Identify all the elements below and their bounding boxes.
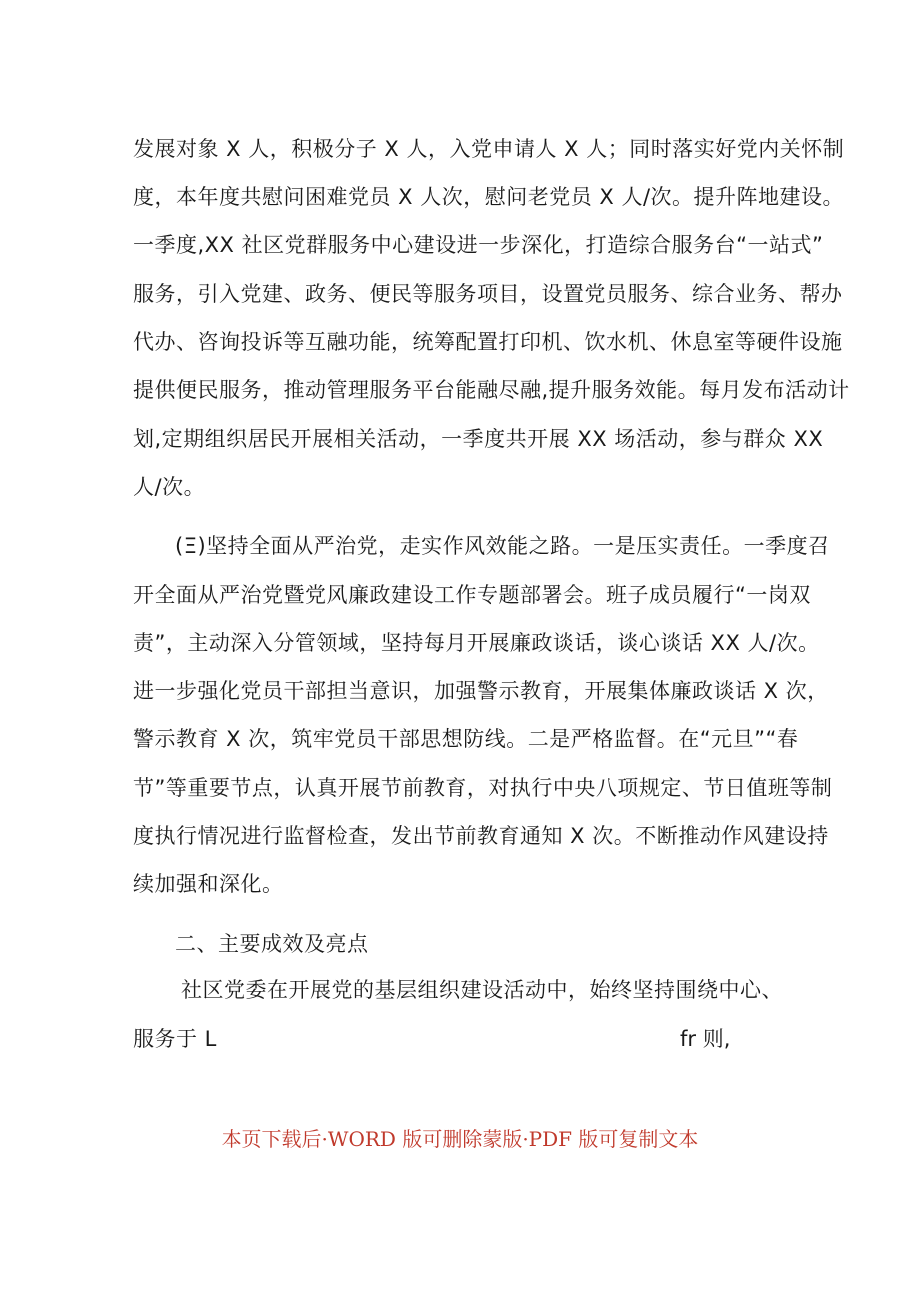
section-heading: 二、主要成效及亮点 [175,932,369,956]
paragraph-1-line-1: 发展对象 X 人，积极分子 X 人，入党申请人 X 人；同时落实好党内关怀制 [133,137,845,161]
paragraph-3-line-2: 服务于 L [133,1027,217,1051]
paragraph-1-line-2: 度，本年度共慰问困难党员 X 人次，慰问老党员 X 人/次。提升阵地建设。 [133,185,845,209]
paragraph-2-line-3: 责”，主动深入分管领域，坚持每月开展廉政谈话，谈心谈话 XX 人/次。 [133,631,820,655]
paragraph-1-line-4: 服务，引入党建、政务、便民等服务项目，设置党员服务、综合业务、帮办 [133,282,843,306]
download-notice-banner: 本页下载后·WORD 版可删除蒙版·PDF 版可复制文本 [221,1127,699,1151]
paragraph-2-line-2: 开全面从严治党暨党风廉政建设工作专题部署会。班子成员履行“一岗双 [133,583,811,607]
paragraph-2-line-1: (Ξ)坚持全面从严治党，走实作风效能之路。一是压实责任。一季度召 [175,534,830,558]
paragraph-2-line-7: 度执行情况进行监督检查，发出节前教育通知 X 次。不断推动作风建设持 [133,824,829,848]
paragraph-2-line-6: 节”等重要节点，认真开展节前教育，对执行中央八项规定、节日值班等制 [133,776,833,800]
paragraph-3-line-1: 社区党委在开展党的基层组织建设活动中，始终坚持围绕中心、 [181,978,783,1002]
paragraph-3-fragment-right: fr 则, [680,1027,731,1051]
paragraph-2-line-8: 续加强和深化。 [133,872,284,896]
paragraph-1-line-5: 代办、咨询投诉等互融功能，统筹配置打印机、饮水机、休息室等硬件设施 [133,330,843,354]
paragraph-1-line-8: 人/次。 [133,475,206,499]
paragraph-1-line-6: 提供便民服务，推动管理服务平台能融尽融,提升服务效能。每月发布活动计 [133,378,850,402]
paragraph-1-line-7: 划,定期组织居民开展相关活动，一季度共开展 XX 场活动，参与群众 XX [133,427,824,451]
paragraph-2-line-5: 警示教育 X 次，筑牢党员干部思想防线。二是严格监督。在“元旦”“春 [133,727,799,751]
paragraph-2-line-4: 进一步强化党员干部担当意识，加强警示教育，开展集体廉政谈话 X 次， [133,679,829,703]
paragraph-1-line-3: 一季度,XX 社区党群服务中心建设进一步深化，打造综合服务台“一站式” [133,233,824,257]
